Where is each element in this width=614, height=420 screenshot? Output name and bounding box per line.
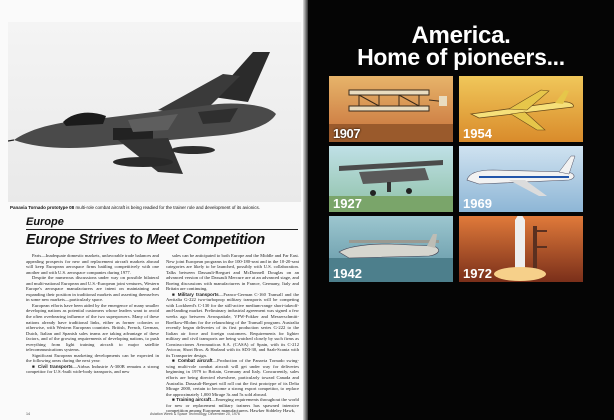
article-headline: Europe Strives to Meet Competition (26, 232, 265, 248)
publication-footer: Aviation Week & Space Technology, December 20, 1976 (150, 412, 240, 416)
article-paragraph (166, 253, 299, 292)
paragraph-text: —Airbus Industrie A-300B remains a strong competitor for U.S.-built wide-body transports, and new (26, 363, 159, 375)
ad-title-line-1: America. (411, 22, 511, 49)
article-paragraph (26, 253, 159, 275)
paragraph-lead: ■ Combat aircraft (172, 358, 213, 364)
paragraph-text: —Production of the Panavia Tornado swing-wing multi-role combat aircraft will get under way for deliveries beginning in 1979 to Britain, Germany and Italy. Concurrently, sales efforts are being directed elsewhere, particularly toward Canada and Australia. Dassault-Breguet will roll out the first prototype of its Delta Mirage 2000, certain to become a strong export competitor, to replace the approximately 1,000 Mirage 3s and 5s sold abroad. (166, 358, 299, 397)
paragraph-lead: ■ Civil transports (32, 363, 73, 369)
article-column-2 (166, 253, 299, 413)
article-paragraph (166, 358, 299, 397)
year-label: 1942 (333, 266, 362, 281)
section-label: Europe (26, 216, 64, 228)
article-paragraph (166, 397, 299, 413)
ad-title-line-2: Home of pioneers... (357, 44, 565, 70)
article-paragraph (26, 353, 159, 364)
year-label: 1954 (463, 126, 492, 141)
caption-text: multi-role combat aircraft is being readied for the trainer role and development of its avionics. (75, 205, 261, 210)
paragraph-text: —Emerging requirements throughout the world for new or replacement military trainers has spawned intensive competition among European manufacturers. Hawker Siddeley Hawk, (166, 397, 299, 413)
paragraph-lead: ■ Training aircraft (172, 397, 211, 403)
paragraph-text: Despite the numerous discussions under way on possible bilateral and multi-national European and U.S.-European joint ventures, Western Europe's aerospace manufacturers are intent on maintaining and expanding their position in traditional markets and asserting themselves in some new markets—particularly space. (26, 275, 159, 303)
article-paragraph (26, 364, 159, 375)
caption-lead: Panavia Tornado prototype 08 (10, 205, 75, 210)
painting-tile (459, 146, 583, 212)
article-paragraph (166, 292, 299, 359)
paragraph-lead: ■ Military transports (172, 291, 219, 297)
paragraph-text: —Franco-German C-160 Transall and the Aeritalia G-222 two-turboprop military transports will be competing with Lockheed's C-130 for the still-active medium-range short-takeoff-and-landing market. Preliminary industrial agreement was signed a few weeks ago between Aerospatiale, VFW-Fokker and Messerschmitt-Boelkow-Blohm for the relaunching of the Transall program. Australia recently began deliveries of its first production series G-222 to the Italian air force and foreign customers. Requirements for lighter military and civil transports are being watched closely by such firms as Construcciones Aeronauticas S.A. (CASA) of Spain, with its C-212 Aviocar, Short Bros. & Harland with its SD3-30, and Saab-Scania with its Transporter design. (166, 291, 299, 358)
year-label: 1907 (333, 126, 360, 141)
paragraph-text: European efforts have been aided by the emergence of many smaller developing nations as potential customers whose leaders want to avoid the often overbearing influence of the two superpowers. Many of these nations already have traditional links, either as former colonies or otherwise, with Western European countries. British, French, German, Dutch, Italian and Spanish sales teams are taking advantage of these factors, and of the growing requirements of developing nations, to push everything from light training aircraft to major satellite telecommunications systems. (26, 302, 159, 353)
article-paragraph (26, 275, 159, 303)
year-label: 1927 (333, 196, 362, 211)
painting-tile (329, 146, 453, 212)
page-number: 14 (26, 412, 30, 416)
year-label: 1969 (463, 196, 492, 211)
painting-tile (329, 76, 453, 142)
article-column-1 (26, 253, 159, 413)
paragraph-text: sales can be anticipated to both Europe and the Middle and Far East. New joint European programs in the 100-180-seat and in the 10-20-seat categories are likely to be launched, possibly with U.S. collaboration. Talks between Dassault-Breguet and McDonnell Douglas on an advanced version of the Dassault Mercure are at an advanced stage, and Boeing discussions with manufacturers in France, Germany, Italy and Britain are continuing. (166, 253, 299, 292)
tornado-aircraft-photo (8, 22, 301, 202)
paragraph-text: Significant European marketing developments can be expected in the following areas during the next year: (26, 352, 159, 364)
article-paragraph (26, 303, 159, 353)
paragraph-text: Paris—Inadequate domestic markets, unfavorable trade balances and appealing prospects for new and replacement aircraft markets abroad will keep European aerospace firms battling competitively with one another and with U.S. aerospace companies during 1977. (26, 253, 159, 275)
painting-tile (329, 216, 453, 282)
painting-tile (459, 216, 583, 282)
photo-caption (10, 205, 302, 211)
painting-grid (329, 76, 594, 348)
painting-tile (459, 76, 583, 142)
year-label: 1972 (463, 266, 492, 281)
advertisement-page (308, 0, 614, 420)
section-divider (26, 229, 298, 230)
